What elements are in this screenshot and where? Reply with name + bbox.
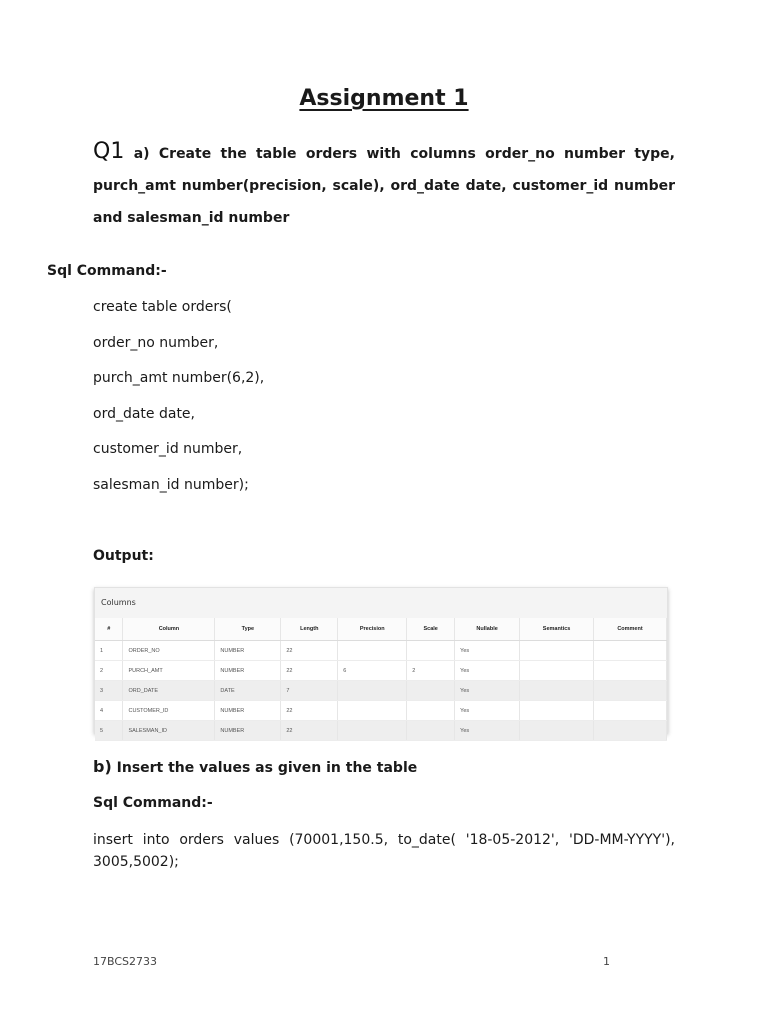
question-b-text: Insert the values as given in the table [116,760,418,776]
output-heading: Output: [93,548,154,564]
table-row [95,701,667,721]
table-cell [338,681,407,701]
column-header: Comment [594,618,667,641]
column-header: Nullable [455,618,520,641]
page-title: Assignment 1 [299,86,469,111]
table-cell: Yes [455,641,520,661]
table-cell: 6 [338,661,407,681]
page-number: 1 [603,955,610,968]
table-row [95,721,667,741]
code-line: ord_date date, [93,406,195,422]
column-header: Type [215,618,281,641]
output-screenshot [94,587,668,733]
table-cell [594,641,667,661]
table-cell [520,681,594,701]
table-row [95,681,667,701]
column-header: Column [123,618,215,641]
table-cell: DATE [215,681,281,701]
column-header: Scale [407,618,455,641]
table-cell: 5 [95,721,123,741]
table-cell: PURCH_AMT [123,661,215,681]
table-cell: 22 [281,641,338,661]
question-text: a) Create the table orders with columns order_no number type, purch_amt number(precision, scale), ord_date date, customer_id number and salesman_id number [93,146,675,226]
table-cell: Yes [455,661,520,681]
code-line: purch_amt number(6,2), [93,370,265,386]
table-cell [594,721,667,741]
table-cell [407,701,455,721]
columns-table [95,618,667,741]
table-caption: Columns [101,598,136,607]
footer-id: 17BCS2733 [93,955,158,968]
question-b-label: b) [93,757,112,776]
sql-command-heading: Sql Command:- [47,263,167,279]
code-line: order_no number, [93,335,219,351]
table-header-row [95,618,667,641]
table-cell: 1 [95,641,123,661]
table-cell: CUSTOMER_ID [123,701,215,721]
table-cell: SALESMAN_ID [123,721,215,741]
sql-command-heading-b: Sql Command:- [93,795,213,811]
table-cell: 2 [407,661,455,681]
table-cell: 7 [281,681,338,701]
table-cell [407,721,455,741]
code-line: customer_id number, [93,441,243,457]
table-cell: ORD_DATE [123,681,215,701]
table-row [95,661,667,681]
table-row [95,641,667,661]
question-1 [93,136,675,234]
table-cell: 4 [95,701,123,721]
column-header: Precision [338,618,407,641]
table-cell: NUMBER [215,661,281,681]
table-cell [594,661,667,681]
code-line: create table orders( [93,299,232,315]
table-cell [520,661,594,681]
table-cell [338,641,407,661]
table-cell [520,721,594,741]
table-cell [594,701,667,721]
table-cell: NUMBER [215,721,281,741]
table-cell [520,701,594,721]
table-cell [338,701,407,721]
table-cell: 3 [95,681,123,701]
table-cell [407,641,455,661]
column-header: # [95,618,123,641]
table-cell: Yes [455,701,520,721]
table-cell [594,681,667,701]
table-cell: NUMBER [215,641,281,661]
table-cell: Yes [455,681,520,701]
table-cell: 2 [95,661,123,681]
table-cell: 22 [281,721,338,741]
question-number: Q1 [93,139,125,164]
table-cell [520,641,594,661]
table-cell [338,721,407,741]
table-cell: Yes [455,721,520,741]
question-b [93,757,417,776]
insert-command: insert into orders values (70001,150.5, to_date( '18-05-2012', 'DD-MM-YYYY'), 3005,5002); [93,832,675,870]
code-line: salesman_id number); [93,477,249,493]
column-header: Length [281,618,338,641]
table-cell: 22 [281,661,338,681]
table-cell [407,681,455,701]
table-cell: 22 [281,701,338,721]
table-cell: NUMBER [215,701,281,721]
column-header: Semantics [520,618,594,641]
table-cell: ORDER_NO [123,641,215,661]
